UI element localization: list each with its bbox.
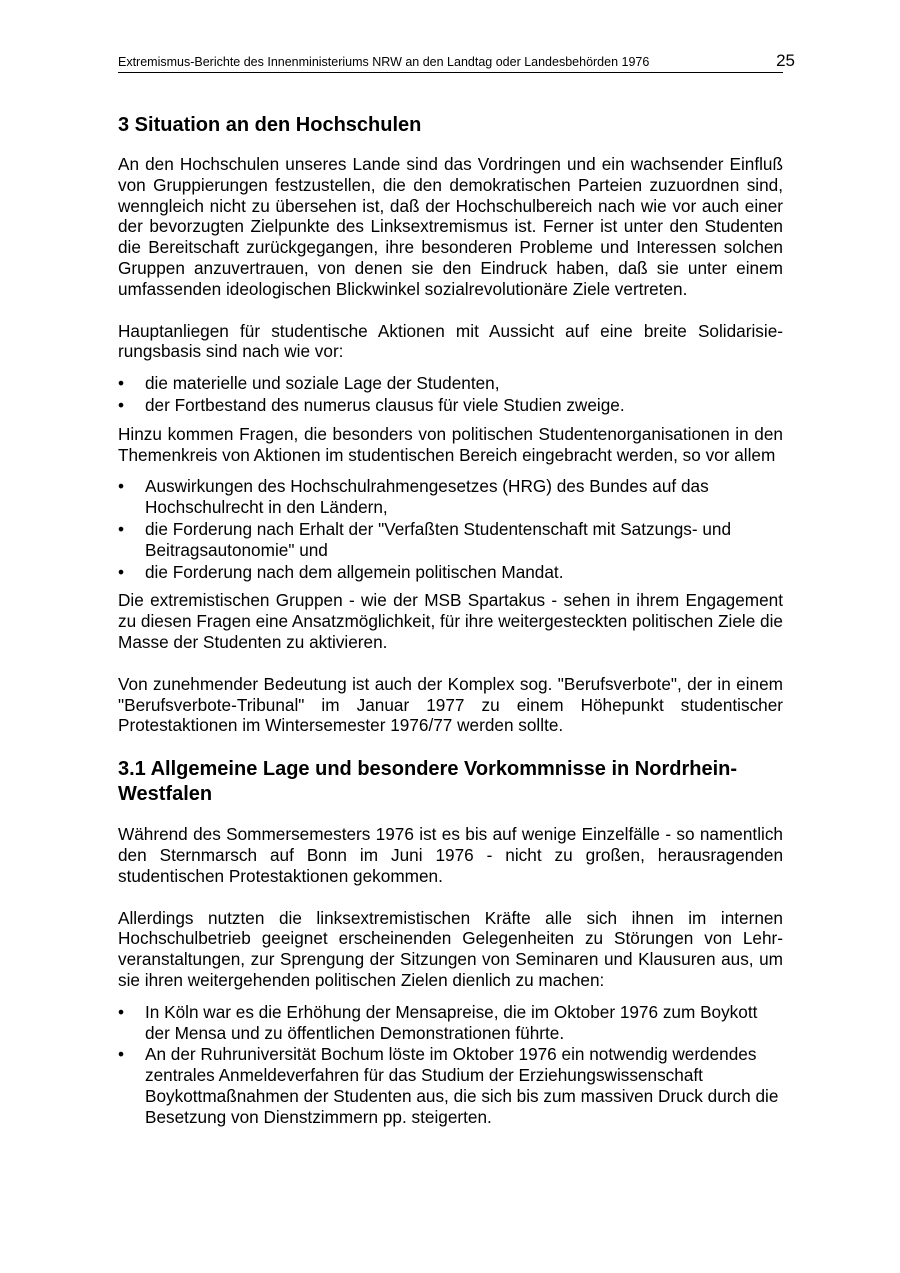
running-header xyxy=(118,51,795,73)
list-item: • Auswirkungen des Hochschulrahmengesetzes (HRG) des Bundes auf das Hochschulrecht in den Ländern, xyxy=(118,476,709,518)
bullet-list xyxy=(118,373,783,416)
bullet-icon: • xyxy=(118,518,125,539)
section-3-1-heading: 3.1 Allgemeine Lage und besondere Vorkommnisse in Nordrhein-Westfalen xyxy=(118,758,738,806)
bullet-list xyxy=(118,476,783,582)
paragraph: Hauptanliegen für studentische Aktionen mit Aussicht auf eine breite Solidarisierungsbasis sind nach wie vor: xyxy=(118,320,783,362)
bullet-icon: • xyxy=(118,561,125,582)
paragraph: An den Hochschulen unseres Lande sind das Vordringen und ein wachsender Einfluß von Gruppierungen festzustellen, die den demokratischen Parteien zuzuordnen sind, wenngleich nicht zu übersehen ist, daß der Hochschulbereich nach wie vor auch einer der bevorzugten Zielpunkte des Linksextremismus ist. Ferner ist unter den Studenten die Bereitschaft zurückgegangen, ihre besonderen Probleme und Interessen solchen Gruppen anzuvertrauen, von denen sie den Eindruck haben, daß sie unter einem umfassenden ideologischen Blickwinkel sozialrevolutionäre Ziele vertreten. xyxy=(118,154,783,299)
paragraph: Während des Sommersemesters 1976 ist es bis auf wenige Einzelfälle - so namentlich den Sternmarsch auf Bonn im Juni 1976 - nicht zu großen, herausragenden studentischen Protestaktionen gekommen. xyxy=(118,824,783,886)
bullet-icon: • xyxy=(118,373,125,394)
bullet-icon: • xyxy=(118,1001,125,1022)
page-number: 25 xyxy=(776,51,795,70)
header-title: Extremismus-Berichte des Innenministeriums NRW an den Landtag oder Landesbehörden 1976 xyxy=(118,55,650,69)
list-item: • die Forderung nach dem allgemein politischen Mandat. xyxy=(118,561,564,582)
bullet-list xyxy=(118,1002,783,1128)
paragraph: Hinzu kommen Fragen, die besonders von politischen Studentenorganisationen in den Themenkreis von Aktionen im studentischen Bereich eingebracht werden, so vor allem xyxy=(118,423,783,465)
paragraph: Die extremistischen Gruppen - wie der MSB Spartakus - sehen in ihrem Engagement zu diesen Fragen eine Ansatzmöglichkeit, für ihre weitergesteckten politischen Ziele die Masse der Studenten zu aktivieren. xyxy=(118,590,783,652)
paragraph: Allerdings nutzten die linksextremistischen Kräfte alle sich ihnen im internen Hochschulbetrieb geeignet erscheinenden Gelegenheiten zu Störungen von Lehrveranstaltungen, zur Sprengung der Sitzungen von Seminaren und Klausuren aus, um sie ihren weitergehenden politischen Zielen dienlich zu machen: xyxy=(118,907,783,990)
list-item: • der Fortbestand des numerus clausus für viele Studien zweige. xyxy=(118,394,625,415)
document-page xyxy=(118,51,795,1135)
bullet-icon: • xyxy=(118,1044,125,1065)
bullet-icon: • xyxy=(118,394,125,415)
bullet-icon: • xyxy=(118,476,125,497)
section-3-heading: 3 Situation an den Hochschulen xyxy=(118,114,422,136)
list-item: • die Forderung nach Erhalt der "Verfaßten Studentenschaft mit Satzungs- und Beitragsautonomie" und xyxy=(118,518,732,560)
list-item: • In Köln war es die Erhöhung der Mensapreise, die im Oktober 1976 zum Boykott der Mensa und zu öffentlichen Demonstrationen führte. xyxy=(118,1001,758,1043)
paragraph: Von zunehmender Bedeutung ist auch der Komplex sog. "Berufsverbote", der in einem "Berufsverbote-Tribunal" im Januar 1977 zu einem Höhepunkt studentischer Protestaktionen im Wintersemester 1976/77 werden sollte. xyxy=(118,673,783,736)
list-item: • An der Ruhruniversität Bochum löste im Oktober 1976 ein notwendig werdendes zentrales Anmeldeverfahren für das Studium der Erziehungswissenschaft Boykottmaßnahmen der Studenten aus, die sich bis zum massiven Druck durch die Besetzung von Dienstzimmern pp. steigerten. xyxy=(118,1044,779,1127)
list-item: • die materielle und soziale Lage der Studenten, xyxy=(118,373,500,394)
